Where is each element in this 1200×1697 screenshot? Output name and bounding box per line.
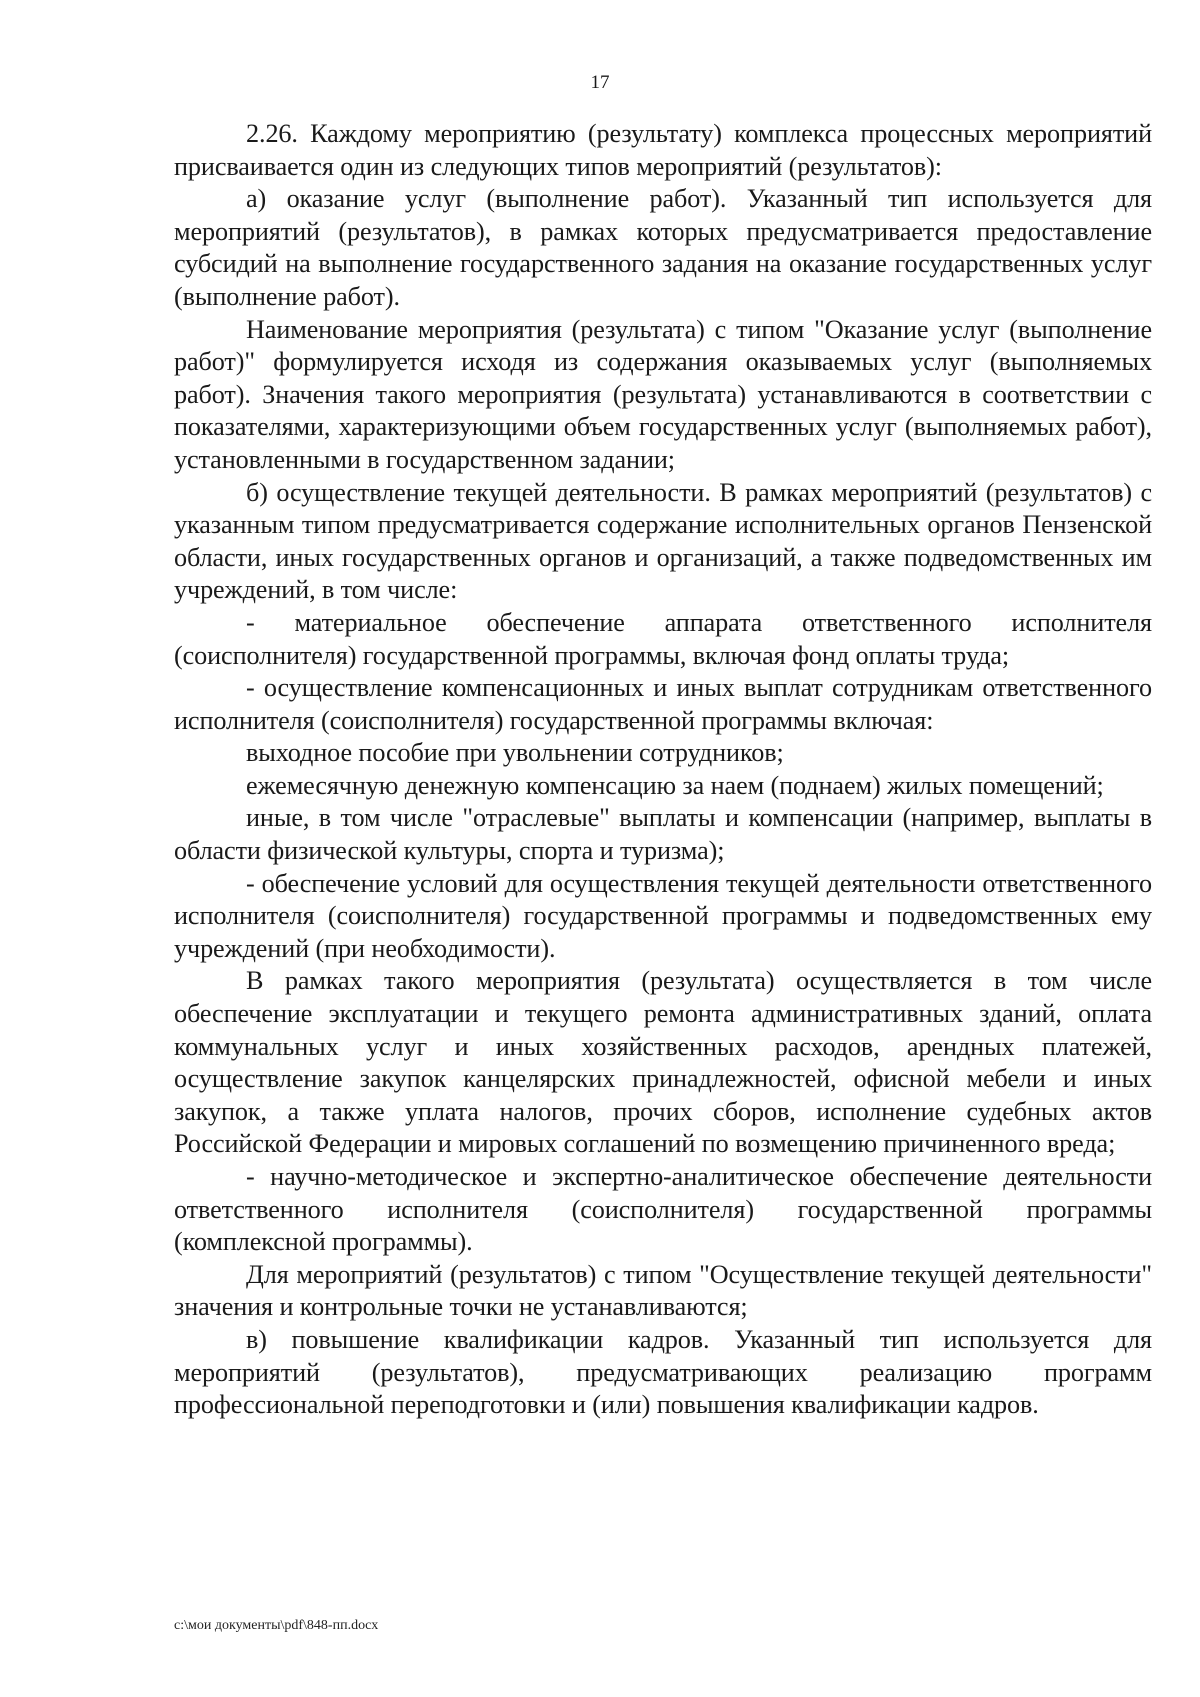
footer-file-path: c:\мои документы\pdf\848-пп.docx [174, 1618, 379, 1633]
list-item-other-payments: иные, в том числе "отраслевые" выплаты и компенсации (например, выплаты в области физической культуры, спорта и туризма); [174, 803, 1152, 866]
page-number: 17 [590, 72, 610, 93]
paragraph-type-b-note: Для мероприятий (результатов) с типом "Осуществление текущей деятельности" значения и контрольные точки не устанавливаются; [174, 1259, 1152, 1322]
paragraph-type-c: в) повышение квалификации кадров. Указанный тип используется для мероприятий (результатов), предусматривающих реализацию программ профессиональной переподготовки и (или) повышения квалификации кадров. [174, 1324, 1152, 1420]
list-item-material-support: - материальное обеспечение аппарата ответственного исполнителя (соисполнителя) государственной программы, включая фонд оплаты труда; [174, 607, 1152, 670]
list-item-operating-conditions: - обеспечение условий для осуществления текущей деятельности ответственного исполнителя (соисполнителя) государственной программы и подведомственных ему учреждений (при необходимости). [174, 868, 1152, 963]
document-body [174, 118, 1152, 1422]
paragraph-2-26: 2.26. Каждому мероприятию (результату) комплекса процессных мероприятий присваивается один из следующих типов мероприятий (результатов): [174, 119, 1152, 181]
list-item-severance: выходное пособие при увольнении сотрудников; [246, 738, 784, 768]
paragraph-type-b: б) осуществление текущей деятельности. В рамках мероприятий (результатов) с указанным типом предусматривается содержание исполнительных органов Пензенской области, иных государственных органов и организаций, а также подведомственных им учреждений, в том числе: [174, 477, 1152, 605]
paragraph-operating-scope: В рамках такого мероприятия (результата) осуществляется в том числе обеспечение эксплуатации и текущего ремонта административных зданий, оплата коммунальных услуг и иных хозяйственных расходов, арендных платежей, осуществление закупок канцелярских принадлежностей, офисной мебели и иных закупок, а также уплата налогов, прочих сборов, исполнение судебных актов Российской Федерации и мировых соглашений по возмещению причиненного вреда; [174, 966, 1152, 1159]
paragraph-type-a: а) оказание услуг (выполнение работ). Указанный тип используется для мероприятий (результатов), в рамках которых предусматривается предоставление субсидий на выполнение государственного задания на оказание государственных услуг (выполнение работ). [174, 184, 1152, 311]
list-item-housing-compensation: ежемесячную денежную компенсацию за наем (поднаем) жилых помещений; [246, 770, 1104, 800]
paragraph-type-a-naming: Наименование мероприятия (результата) с типом "Оказание услуг (выполнение работ)" формулируется исходя из содержания оказываемых услуг (выполняемых работ). Значения такого мероприятия (результата) устанавливаются в соответствии с показателями, характеризующими объем государственных услуг (выполняемых работ), установленными в государственном задании; [174, 314, 1152, 474]
list-item-compensation-payments: - осуществление компенсационных и иных выплат сотрудникам ответственного исполнителя (соисполнителя) государственной программы включая: [174, 673, 1152, 735]
list-item-scientific-support: - научно-методическое и экспертно-аналитическое обеспечение деятельности ответственного исполнителя (соисполнителя) государственной программы (комплексной программы). [174, 1162, 1152, 1257]
